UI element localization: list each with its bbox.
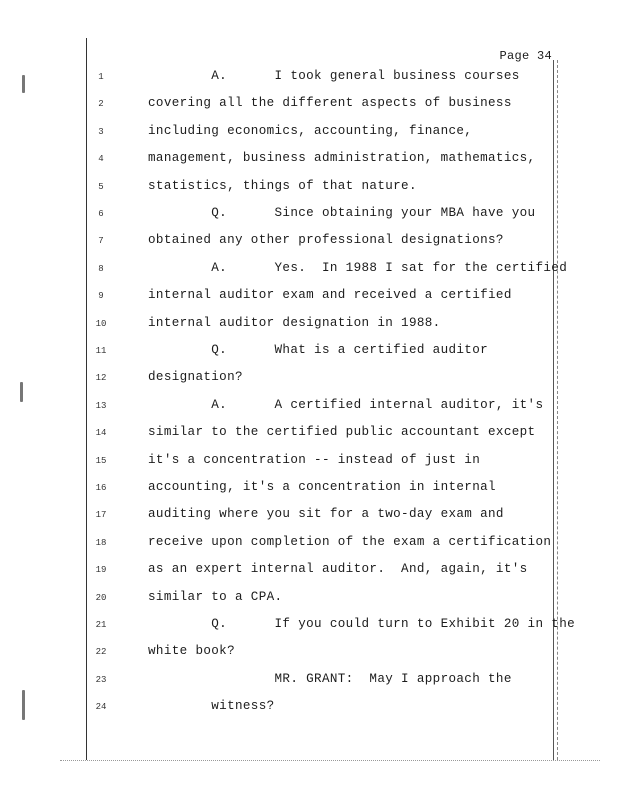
right-margin-rule-secondary bbox=[557, 60, 558, 760]
line-number: 12 bbox=[95, 373, 107, 384]
transcript-line: accounting, it's a concentration in internal bbox=[148, 480, 496, 494]
transcript-line: similar to a CPA. bbox=[148, 589, 283, 604]
line-number: 5 bbox=[98, 181, 104, 192]
transcript-line: management, business administration, mathematics, bbox=[148, 151, 536, 166]
transcript-line: internal auditor exam and received a certified bbox=[148, 288, 512, 303]
scan-artifact bbox=[22, 75, 25, 93]
transcript-line: A. A certified internal auditor, it's bbox=[148, 397, 544, 412]
scan-artifact bbox=[20, 382, 23, 402]
transcript-line: witness? bbox=[148, 699, 275, 714]
line-number: 2 bbox=[98, 99, 104, 110]
transcript-line: white book? bbox=[148, 644, 235, 659]
line-number: 15 bbox=[95, 455, 107, 466]
transcript-line: covering all the different aspects of business bbox=[148, 96, 512, 111]
line-number: 14 bbox=[95, 428, 107, 439]
transcript-line: internal auditor designation in 1988. bbox=[148, 315, 441, 330]
transcript-line: Q. What is a certified auditor bbox=[148, 343, 489, 357]
transcript-line: designation? bbox=[148, 370, 243, 385]
line-number: 17 bbox=[95, 510, 107, 521]
page-number: Page 34 bbox=[499, 49, 552, 63]
line-number: 19 bbox=[95, 565, 107, 576]
scan-bottom-edge bbox=[60, 760, 600, 761]
line-number: 1 bbox=[98, 72, 104, 82]
left-margin-rule bbox=[86, 38, 87, 760]
line-number: 9 bbox=[98, 291, 104, 302]
line-number: 20 bbox=[95, 592, 107, 603]
transcript-line: it's a concentration -- instead of just in bbox=[148, 452, 481, 467]
line-number: 22 bbox=[95, 647, 107, 658]
transcript-line: A. Yes. In 1988 I sat for the certified bbox=[148, 260, 568, 275]
line-number: 3 bbox=[98, 126, 104, 137]
scan-artifact bbox=[22, 690, 25, 720]
line-number: 21 bbox=[95, 620, 107, 630]
transcript-line: Q. Since obtaining your MBA have you bbox=[148, 206, 536, 220]
transcript-line: MR. GRANT: May I approach the bbox=[148, 671, 512, 686]
line-number: 13 bbox=[95, 400, 107, 411]
line-number: 7 bbox=[98, 236, 104, 247]
transcript-line: A. I took general business courses bbox=[148, 69, 520, 83]
line-number: 10 bbox=[95, 318, 107, 329]
transcript-line: statistics, things of that nature. bbox=[148, 178, 417, 193]
transcript-line: Q. If you could turn to Exhibit 20 in the bbox=[148, 617, 576, 631]
line-number: 23 bbox=[95, 674, 107, 685]
line-number: 8 bbox=[98, 263, 104, 274]
line-number: 11 bbox=[95, 346, 107, 356]
line-number: 24 bbox=[95, 702, 107, 713]
line-number: 16 bbox=[95, 483, 107, 493]
transcript-line: similar to the certified public accountant except bbox=[148, 425, 536, 440]
transcript-line: auditing where you sit for a two-day exam and bbox=[148, 507, 504, 522]
transcript-line: including economics, accounting, finance, bbox=[148, 123, 473, 138]
right-margin-rule bbox=[553, 60, 554, 760]
transcript-line: obtained any other professional designations? bbox=[148, 233, 504, 248]
transcript-line: receive upon completion of the exam a certification bbox=[148, 534, 552, 549]
transcript-line: as an expert internal auditor. And, again, it's bbox=[148, 562, 528, 577]
line-number: 6 bbox=[98, 209, 104, 219]
line-number: 18 bbox=[95, 537, 107, 548]
line-number: 4 bbox=[98, 154, 104, 165]
